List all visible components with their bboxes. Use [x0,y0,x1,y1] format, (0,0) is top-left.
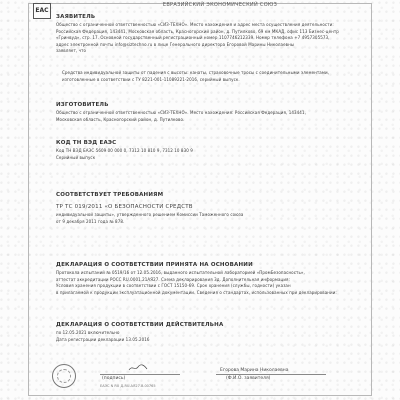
signature-line [100,374,180,375]
manufacturer-section [56,102,360,123]
validity-line: по 12.05.2021 включительно [56,330,120,335]
basis-line: аттестат аккредитации РОСС RU.0001.21АЯ27. Схема декларирования 3д. Дополнительная информация: [56,276,290,282]
product-line: изготовленные в соответствии с ТУ 8221-001-11089221-2016, серийный выпуск. [62,76,240,82]
basis-line: в прилагаемой к продукции эксплуатационной документации. Сведения о стандартах, использованных при декларировании: [56,289,337,295]
code-heading: КОД ТН ВЭД ЕАЭС [56,140,117,146]
compliance-subheading: ТР ТС 019/2011 «О БЕЗОПАСНОСТИ СРЕДСТВ [56,204,193,210]
manufacturer-line: Общество с ограниченной ответственностью «СИЗ-ТЕХНО». Место нахождения: Российская Федерация, 143441, [56,110,306,115]
applicant-line: Российская Федерация, 143441, Московская область, Красногорский район, д. Путилково, 69 км МКАД, офис 113 Бизнес-центр [56,28,339,34]
product-section [56,70,360,83]
validity-line: Дата регистрации декларации 13.05.2016 [56,336,150,342]
compliance-line: индивидуальной защиты», утвержденного решением Комиссии Таможенного союза [56,212,244,217]
compliance-heading: СООТВЕТСТВУЕТ ТРЕБОВАНИЯМ [56,192,164,198]
applicant-heading: ЗАЯВИТЕЛЬ [56,14,96,20]
compliance-line: от 9 декабря 2011 года № 878. [56,218,125,224]
applicant-line: адрес электронной почты info@siztechno.ru в лице Генерального директора Егоровой Марины Николаевны [56,41,295,47]
signer-caption: (Ф.И.О. заявителя) [226,376,271,381]
applicant-line: заявляет, что [56,48,87,53]
basis-line: Протокола испытаний № 0519/16 от 12.05.2016, выданного испытательной лабораторией «ПромБезопасность», [56,270,305,275]
applicant-section [56,14,360,55]
signature-caption: (подпись) [102,376,126,381]
applicant-line: Общество с ограниченной ответственностью «СИЗ-ТЕХНО». Место нахождения и адрес места осуществления деятельности: [56,22,334,27]
document-title: ЕВРАЗИЙСКИЙ ЭКОНОМИЧЕСКИЙ СОЮЗ [162,2,278,8]
basis-heading: ДЕКЛАРАЦИЯ О СООТВЕТСТВИИ ПРИНЯТА НА ОСНОВАНИИ [56,262,253,268]
applicant-line: «Гринвуд», стр. 17. Основной государственный регистрационный номер 1107746212339. Номер телефона +7 4957305573, [56,35,330,40]
signature-scribble [128,364,148,372]
manufacturer-line: Московская область, Красногорский район, д. Путилково. [56,116,185,122]
validity-heading: ДЕКЛАРАЦИЯ О СООТВЕТСТВИИ ДЕЙСТВИТЕЛЬНА [56,322,224,328]
signature-row [40,362,360,392]
basis-line: Условия хранения продукции в соответствии с ГОСТ 15150-69. Срок хранения (службы, годности) указан [56,283,291,288]
code-line: Код ТН ВЭД ЕАЭС 5609 00 000 0, 7312 10 810 9, 7312 10 830 9 [56,148,193,153]
code-section [56,140,360,161]
official-stamp [52,364,76,388]
manufacturer-heading: ИЗГОТОВИТЕЛЬ [56,102,109,108]
basis-section [56,262,360,296]
signer-name-line [216,374,326,375]
validity-section [56,322,360,343]
compliance-section [56,192,360,225]
product-line: Средства индивидуальной защиты от падения с высоты: канаты, страховочные тросы с соединительными элементами, [62,70,330,75]
signer-name: Егорова Марина Николаевна [220,368,289,373]
code-line: Серийный выпуск [56,154,96,160]
eac-logo: ЕАС [33,3,51,19]
registration-number: ЕАЭС N RU Д-RU.АЯ27.В.00765 [100,384,156,388]
